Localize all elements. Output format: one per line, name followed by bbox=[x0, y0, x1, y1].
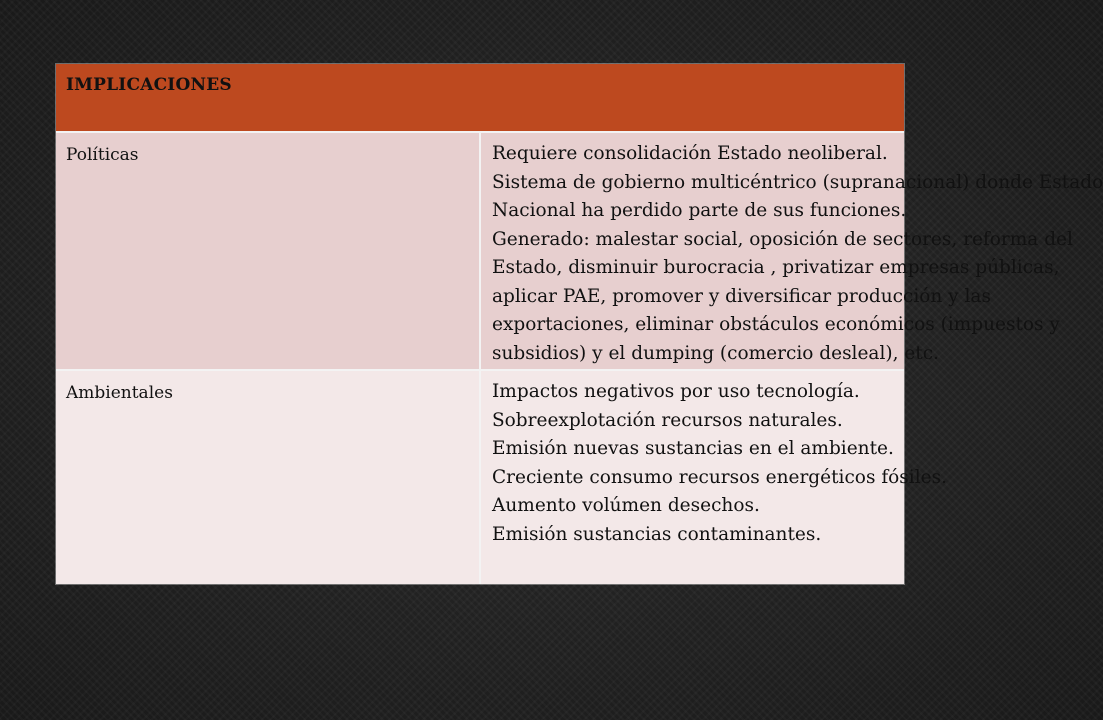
row-label-cell bbox=[56, 370, 480, 584]
row-label-cell bbox=[56, 132, 480, 370]
content-line: Generado: malestar social, oposición de sectores, reforma del bbox=[492, 228, 1073, 250]
row-content-cell bbox=[480, 132, 1103, 370]
content-line: Nacional ha perdido parte de sus funciones. bbox=[492, 200, 907, 221]
content-line: Emisión nuevas sustancias en el ambiente. bbox=[492, 438, 894, 459]
row-content-ambientales bbox=[481, 371, 947, 549]
row-label-ambientales: Ambientales bbox=[66, 383, 173, 403]
content-line: Emisión sustancias contaminantes. bbox=[492, 523, 822, 545]
content-line: Aumento volúmen desechos. bbox=[492, 495, 760, 516]
row-content-politicas bbox=[481, 133, 1103, 368]
content-line: Sobreexplotación recursos naturales. bbox=[492, 409, 843, 431]
content-line: subsidios) y el dumping (comercio desleal), etc. bbox=[492, 342, 939, 364]
table-header-title: IMPLICACIONES bbox=[66, 75, 232, 95]
table-row-politicas bbox=[56, 132, 904, 370]
content-line: Requiere consolidación Estado neoliberal. bbox=[492, 143, 888, 164]
row-content-cell bbox=[480, 370, 947, 584]
content-line: aplicar PAE, promover y diversificar producción y las bbox=[492, 285, 991, 307]
table-header-row bbox=[56, 64, 904, 132]
content-line: Impactos negativos por uso tecnología. bbox=[492, 381, 860, 402]
table-header-cell bbox=[56, 64, 904, 132]
row-label-politicas: Políticas bbox=[66, 145, 139, 165]
table-row-ambientales bbox=[56, 370, 904, 584]
content-line: Creciente consumo recursos energéticos fósiles. bbox=[492, 466, 947, 488]
implications-table bbox=[56, 64, 1103, 584]
content-line: exportaciones, eliminar obstáculos económicos (impuestos y bbox=[492, 314, 1060, 335]
content-line: Sistema de gobierno multicéntrico (supranacional) donde Estado bbox=[492, 171, 1103, 193]
content-line: Estado, disminuir burocracia , privatizar empresas públicas, bbox=[492, 257, 1060, 278]
